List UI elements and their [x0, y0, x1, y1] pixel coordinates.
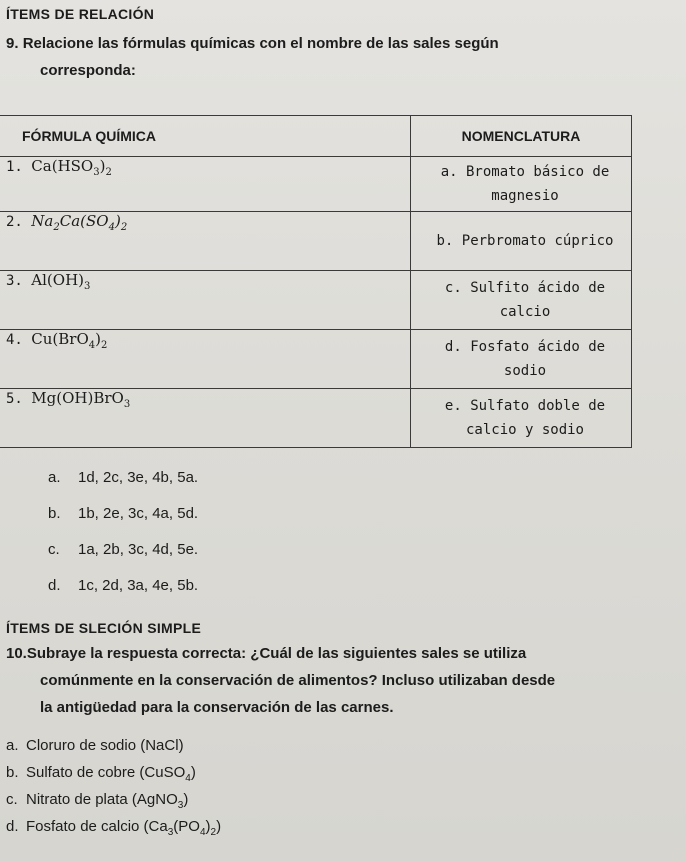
table-row [0, 157, 632, 212]
row-number: 2. [6, 214, 23, 230]
name-cell: e. Sulfato doble de calcio y sodio [411, 389, 632, 448]
option-c[interactable]: c. 1a, 2b, 3c, 4d, 5e. [48, 541, 199, 558]
section-title-seleccion: ÍTEMS DE SLECIÓN SIMPLE [6, 620, 202, 636]
option-a[interactable]: a. 1d, 2c, 3e, 4b, 5a. [48, 469, 199, 486]
option-c[interactable]: c. Nitrato de plata (AgNO$_3$) [6, 791, 189, 811]
question-10-line2: comúnmente en la conservación de alimentos? Incluso utilizaban desde [40, 672, 556, 689]
question-9 [6, 30, 676, 84]
formula-cell [0, 157, 411, 212]
row-number: 1. [6, 159, 23, 175]
row-number: 5. [6, 391, 23, 407]
formula-cell [0, 330, 411, 389]
question-10-line3: la antigüedad para la conservación de las carnes. [40, 699, 394, 716]
table-header-row [0, 116, 632, 157]
table-row [0, 389, 632, 448]
formula-cell [0, 271, 411, 330]
question-10 [6, 640, 682, 721]
name-cell: d. Fosfato ácido de sodio [411, 330, 632, 389]
name-cell: c. Sulfito ácido de calcio [411, 271, 632, 330]
row-number: 3. [6, 273, 23, 289]
option-b[interactable]: b. Sulfato de cobre (CuSO$_4$) [6, 764, 196, 784]
option-d[interactable]: d. 1c, 2d, 3a, 4e, 5b. [48, 577, 199, 594]
table-row [0, 212, 632, 271]
header-formula: FÓRMULA QUÍMICA [0, 116, 411, 157]
question-10-options [6, 732, 221, 840]
chemical-formula: $Al(OH)_3$ [31, 271, 91, 292]
table-row [0, 330, 632, 389]
formula-cell [0, 389, 411, 448]
option-a[interactable]: a. Cloruro de sodio (NaCl) [6, 737, 184, 754]
chemical-formula: $Cu(BrO_4)_2$ [31, 330, 108, 351]
question-10-line1: Subraye la respuesta correcta: ¿Cuál de las siguientes sales se utiliza [26, 645, 527, 662]
option-d[interactable]: d. Fosfato de calcio $(Ca_3(PO_4)_2)$ [6, 818, 222, 838]
matching-table [0, 115, 632, 448]
question-9-number: 9. [6, 35, 19, 52]
chemical-formula: $Ca(HSO_3)_2$ [31, 157, 112, 178]
question-9-text-line2: corresponda: [40, 62, 136, 79]
name-cell: b. Perbromato cúprico [411, 212, 632, 271]
question-9-options [48, 460, 198, 604]
question-9-text-line1: Relacione las fórmulas químicas con el nombre de las sales según [22, 35, 499, 52]
formula-cell [0, 212, 411, 271]
chemical-formula: Mg(OH)BrO$_3$ [31, 389, 131, 410]
option-b[interactable]: b. 1b, 2e, 3c, 4a, 5d. [48, 505, 199, 522]
name-cell: a. Bromato básico de magnesio [411, 157, 632, 212]
table-row [0, 271, 632, 330]
row-number: 4. [6, 332, 23, 348]
header-nomenclature: NOMENCLATURA [411, 116, 632, 157]
chemical-formula: $Na_2Ca(SO_4)_2$ [31, 212, 128, 233]
section-title-relacion: ÍTEMS DE RELACIÓN [6, 6, 155, 22]
question-10-number: 10. [6, 645, 27, 662]
